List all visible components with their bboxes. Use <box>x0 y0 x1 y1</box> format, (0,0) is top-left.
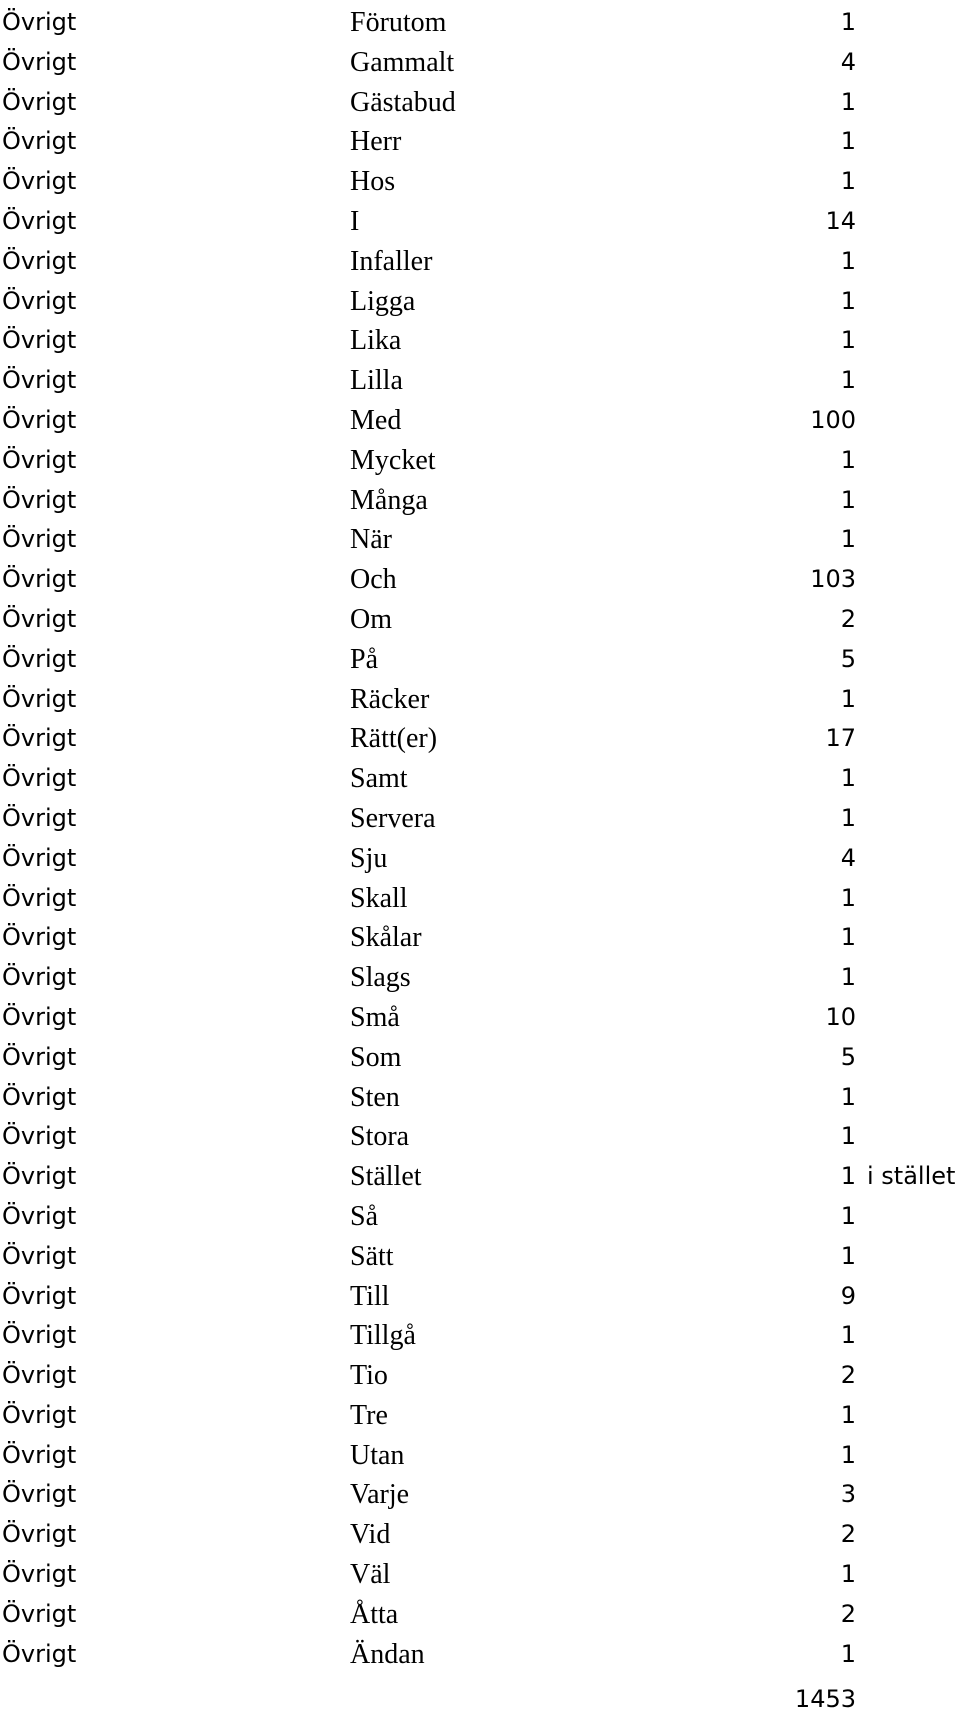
count-cell: 1 <box>840 485 856 514</box>
word-cell: Infaller <box>350 245 433 277</box>
category-cell: Övrigt <box>2 1042 77 1071</box>
table-row <box>0 361 960 401</box>
table-row <box>0 1117 960 1157</box>
count-cell: 100 <box>810 405 856 434</box>
table-row <box>0 759 960 799</box>
word-cell: Som <box>350 1041 402 1073</box>
category-cell: Övrigt <box>2 1281 77 1310</box>
table-row <box>0 282 960 322</box>
count-cell: 10 <box>825 1002 856 1031</box>
count-cell: 14 <box>825 206 856 235</box>
table-row <box>0 680 960 720</box>
total-count: 1453 <box>794 1685 856 1714</box>
category-cell: Övrigt <box>2 326 77 355</box>
category-cell: Övrigt <box>2 445 77 474</box>
word-cell: Samt <box>350 763 408 795</box>
category-cell: Övrigt <box>2 565 77 594</box>
table-row <box>0 1277 960 1317</box>
category-cell: Övrigt <box>2 1400 77 1429</box>
category-cell: Övrigt <box>2 963 77 992</box>
word-cell: Ändan <box>350 1638 425 1670</box>
count-cell: 1 <box>840 127 856 156</box>
category-cell: Övrigt <box>2 1440 77 1469</box>
count-cell: 1 <box>840 963 856 992</box>
word-cell: Mycket <box>350 444 436 476</box>
table-row <box>0 1555 960 1595</box>
count-cell: 1 <box>840 684 856 713</box>
table-row <box>0 1157 960 1197</box>
word-cell: Utan <box>350 1439 405 1471</box>
table-row <box>0 1515 960 1555</box>
table-row <box>0 1197 960 1237</box>
category-cell: Övrigt <box>2 1520 77 1549</box>
table-row <box>0 918 960 958</box>
word-cell: I <box>350 205 360 237</box>
count-cell: 4 <box>840 843 856 872</box>
count-cell: 1 <box>840 366 856 395</box>
table-row <box>0 839 960 879</box>
count-cell: 1 <box>840 1201 856 1230</box>
count-cell: 3 <box>840 1480 856 1509</box>
count-cell: 1 <box>840 923 856 952</box>
word-cell: Tillgå <box>350 1320 416 1352</box>
count-cell: 1 <box>840 1241 856 1270</box>
category-cell: Övrigt <box>2 644 77 673</box>
category-cell: Övrigt <box>2 87 77 116</box>
table-row <box>0 640 960 680</box>
word-cell: Stället <box>350 1161 422 1193</box>
word-cell: Servera <box>350 802 436 834</box>
category-cell: Övrigt <box>2 1639 77 1668</box>
word-cell: Med <box>350 404 402 436</box>
table-row <box>0 43 960 83</box>
word-cell: Ligga <box>350 285 416 317</box>
table-row <box>0 242 960 282</box>
category-cell: Övrigt <box>2 764 77 793</box>
word-cell: Skålar <box>350 922 422 954</box>
word-cell: Herr <box>350 126 402 158</box>
table-row <box>0 719 960 759</box>
category-cell: Övrigt <box>2 366 77 395</box>
category-cell: Övrigt <box>2 525 77 554</box>
table-row <box>0 481 960 521</box>
category-cell: Övrigt <box>2 1082 77 1111</box>
word-cell: Förutom <box>350 7 447 38</box>
category-cell: Övrigt <box>2 843 77 872</box>
word-cell: Tio <box>350 1360 388 1392</box>
category-cell: Övrigt <box>2 1321 77 1350</box>
category-cell: Övrigt <box>2 1002 77 1031</box>
count-cell: 2 <box>840 1599 856 1628</box>
table-row <box>0 1078 960 1118</box>
category-cell: Övrigt <box>2 1122 77 1151</box>
table-row <box>0 1436 960 1476</box>
table-row <box>0 998 960 1038</box>
count-cell: 1 <box>840 1321 856 1350</box>
table-row <box>0 1237 960 1277</box>
table-row <box>0 1316 960 1356</box>
table-row <box>0 799 960 839</box>
count-cell: 1 <box>840 167 856 196</box>
word-cell: Slags <box>350 962 411 994</box>
category-cell: Övrigt <box>2 127 77 156</box>
count-cell: 1 <box>840 883 856 912</box>
category-cell: Övrigt <box>2 1599 77 1628</box>
count-cell: 1 <box>840 326 856 355</box>
table-row <box>0 958 960 998</box>
category-cell: Övrigt <box>2 206 77 235</box>
category-cell: Övrigt <box>2 1241 77 1270</box>
word-cell: Väl <box>350 1559 391 1591</box>
word-cell: På <box>350 643 378 675</box>
word-cell: När <box>350 524 392 556</box>
count-cell: 1 <box>840 1560 856 1589</box>
count-cell: 103 <box>810 565 856 594</box>
category-cell: Övrigt <box>2 167 77 196</box>
word-cell: Sätt <box>350 1240 394 1272</box>
word-cell: Vid <box>350 1519 391 1551</box>
table-row <box>0 520 960 560</box>
word-cell: Varje <box>350 1479 410 1511</box>
category-cell: Övrigt <box>2 1361 77 1390</box>
category-cell: Övrigt <box>2 47 77 76</box>
count-cell: 5 <box>840 644 856 673</box>
table-row <box>0 401 960 441</box>
table-row <box>0 879 960 919</box>
word-cell: Skall <box>350 882 408 914</box>
table-row <box>0 83 960 123</box>
word-cell: Räcker <box>350 683 430 715</box>
word-cell: Lika <box>350 325 402 357</box>
category-cell: Övrigt <box>2 883 77 912</box>
count-cell: 1 <box>840 1162 856 1191</box>
count-cell: 1 <box>840 87 856 116</box>
table-row <box>0 202 960 242</box>
category-cell: Övrigt <box>2 604 77 633</box>
word-cell: Hos <box>350 166 396 198</box>
count-cell: 1 <box>840 1122 856 1151</box>
category-cell: Övrigt <box>2 1480 77 1509</box>
count-cell: 1 <box>840 525 856 554</box>
count-cell: 1 <box>840 286 856 315</box>
word-cell: Om <box>350 603 392 635</box>
word-cell: Små <box>350 1001 400 1033</box>
category-cell: Övrigt <box>2 405 77 434</box>
table-row <box>0 1396 960 1436</box>
total-row <box>0 1674 960 1714</box>
count-cell: 1 <box>840 803 856 832</box>
word-cell: Rätt(er) <box>350 723 438 755</box>
word-cell: Sju <box>350 842 388 874</box>
count-cell: 1 <box>840 764 856 793</box>
count-cell: 1 <box>840 1082 856 1111</box>
count-cell: 5 <box>840 1042 856 1071</box>
table-row <box>0 1038 960 1078</box>
word-cell: Tre <box>350 1399 388 1431</box>
word-cell: Många <box>350 484 428 516</box>
table-row <box>0 162 960 202</box>
table-row <box>0 600 960 640</box>
word-cell: Gammalt <box>350 46 455 78</box>
count-cell: 1 <box>840 445 856 474</box>
category-cell: Övrigt <box>2 684 77 713</box>
category-cell: Övrigt <box>2 8 77 36</box>
table-row <box>0 321 960 361</box>
word-cell: Åtta <box>350 1598 399 1630</box>
category-cell: Övrigt <box>2 1201 77 1230</box>
category-cell: Övrigt <box>2 1162 77 1191</box>
word-cell: Stora <box>350 1121 410 1153</box>
count-cell: 9 <box>840 1281 856 1310</box>
category-cell: Övrigt <box>2 923 77 952</box>
word-cell: Lilla <box>350 365 403 397</box>
count-cell: 1 <box>840 8 856 36</box>
table-row <box>0 1475 960 1515</box>
table-row <box>0 1356 960 1396</box>
word-cell: Så <box>350 1200 378 1232</box>
table-row <box>0 441 960 481</box>
count-cell: 2 <box>840 1520 856 1549</box>
word-cell: Sten <box>350 1081 400 1113</box>
category-cell: Övrigt <box>2 803 77 832</box>
table-row <box>0 1635 960 1675</box>
category-cell: Övrigt <box>2 724 77 753</box>
word-frequency-table <box>0 3 960 1714</box>
count-cell: 1 <box>840 1440 856 1469</box>
word-cell: Till <box>350 1280 390 1312</box>
count-cell: 1 <box>840 1400 856 1429</box>
word-cell: Gästabud <box>350 86 456 118</box>
table-row <box>0 560 960 600</box>
table-rows <box>0 3 960 1674</box>
count-cell: 1 <box>840 1639 856 1668</box>
count-cell: 2 <box>840 604 856 633</box>
table-row <box>0 3 960 43</box>
word-cell: Och <box>350 564 397 596</box>
table-row <box>0 1595 960 1635</box>
category-cell: Övrigt <box>2 286 77 315</box>
category-cell: Övrigt <box>2 246 77 275</box>
table-row <box>0 122 960 162</box>
category-cell: Övrigt <box>2 485 77 514</box>
count-cell: 17 <box>825 724 856 753</box>
category-cell: Övrigt <box>2 1560 77 1589</box>
count-cell: 2 <box>840 1361 856 1390</box>
count-cell: 4 <box>840 47 856 76</box>
note-cell: i stället <box>867 1162 956 1191</box>
count-cell: 1 <box>840 246 856 275</box>
